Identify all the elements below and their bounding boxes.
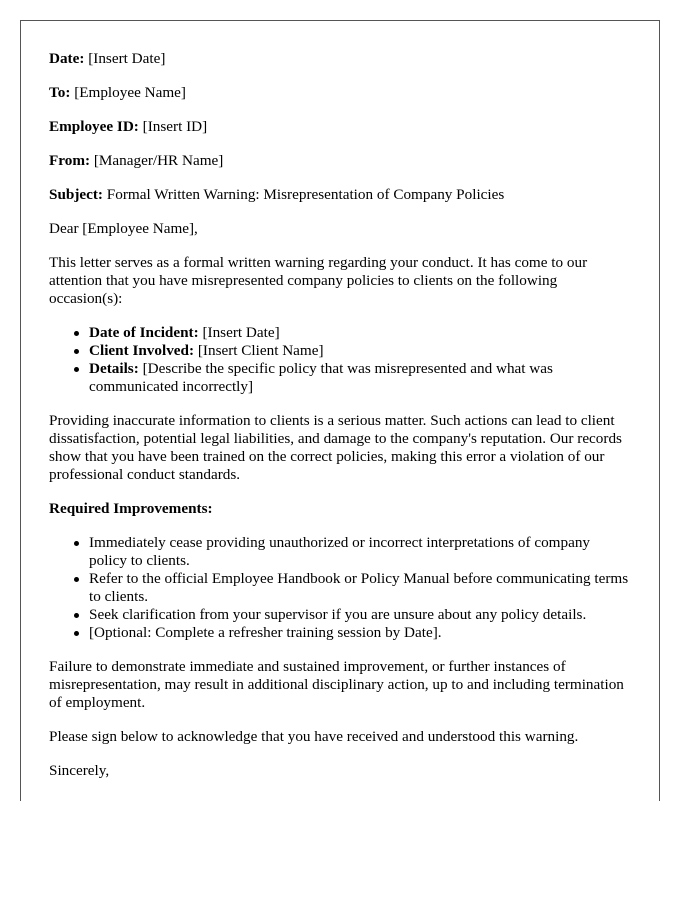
consequence-paragraph: Failure to demonstrate immediate and sustained improvement, or further instances of misrepresentation, may result in additional disciplinary action, up to and including termination of employment. [49,658,624,711]
employee-id-value: [Insert ID] [142,118,208,135]
salutation: Dear [Employee Name], [49,220,198,237]
from-label: From: [49,152,91,169]
to-value: [Employee Name] [74,84,186,101]
list-item: Seek clarification from your supervisor if you are unsure about any policy details. [89,606,631,624]
to-line [49,84,631,102]
list-item: Immediately cease providing unauthorized or incorrect interpretations of company policy to clients. [89,534,631,570]
improvements-list [49,534,631,642]
incident-list [49,324,631,396]
from-line [49,152,631,170]
date-label: Date: [49,50,85,67]
intro-paragraph: This letter serves as a formal written warning regarding your conduct. It has come to our attention that you have misrepresented company policies to clients on the following occasion(s): [49,254,588,307]
incident-date-value: [Insert Date] [202,324,280,341]
improvements-heading: Required Improvements: [49,500,213,517]
date-value: [Insert Date] [88,50,166,67]
list-item [89,360,631,396]
closing: Sincerely, [49,762,110,779]
incident-details-value: [Describe the specific policy that was misrepresented and what was communicated incorrectly] [89,360,553,395]
impact-paragraph: Providing inaccurate information to clients is a serious matter. Such actions can lead to client dissatisfaction, potential legal liabilities, and damage to the company's reputation. Our records show that you have been trained on the correct policies, making this error a violation of our professional conduct standards. [49,412,622,483]
letter-page [20,20,660,801]
incident-client-value: [Insert Client Name] [197,342,324,359]
incident-date-label: Date of Incident: [89,324,199,341]
incident-client-label: Client Involved: [89,342,195,359]
list-item: [Optional: Complete a refresher training session by Date]. [89,624,631,642]
subject-line [49,186,631,204]
subject-label: Subject: [49,186,103,203]
acknowledge-paragraph: Please sign below to acknowledge that you have received and understood this warning. [49,728,579,745]
list-item [89,324,631,342]
letter-content [21,21,659,780]
list-item [89,342,631,360]
from-value: [Manager/HR Name] [93,152,224,169]
employee-id-line [49,118,631,136]
employee-id-label: Employee ID: [49,118,139,135]
subject-value: Formal Written Warning: Misrepresentation of Company Policies [106,186,505,203]
incident-details-label: Details: [89,360,139,377]
list-item: Refer to the official Employee Handbook or Policy Manual before communicating terms to clients. [89,570,631,606]
to-label: To: [49,84,71,101]
date-line [49,50,631,68]
